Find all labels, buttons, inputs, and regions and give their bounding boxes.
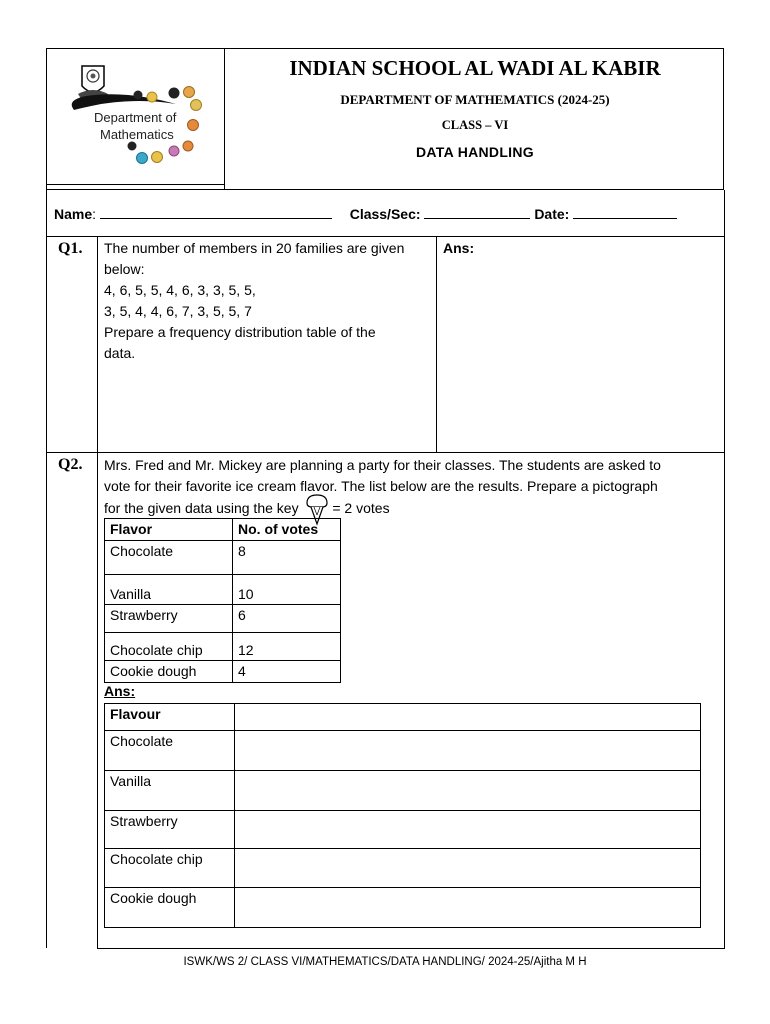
flavor-cell: Vanilla <box>105 575 233 605</box>
pictograph-header-cell[interactable] <box>235 704 701 731</box>
flavor-cell: Strawberry <box>105 605 233 633</box>
q1-line: 4, 6, 5, 5, 4, 6, 3, 3, 5, 5, <box>104 282 256 298</box>
pictograph-cell[interactable] <box>235 888 701 928</box>
q1-line: below: <box>104 261 145 277</box>
q2-top-border <box>46 452 725 453</box>
flavour-header: Flavour <box>105 704 235 731</box>
name-colon: : <box>92 206 97 222</box>
logo-graphic <box>46 48 224 185</box>
q2-line: vote for their favorite ice cream flavor. The list below are the results. Prepare a pictograph <box>104 478 658 494</box>
q2-line <box>104 497 724 519</box>
answer-flavor-cell: Vanilla <box>105 771 235 811</box>
class-title: CLASS – VI <box>441 118 509 132</box>
name-row-right-border <box>724 190 725 236</box>
votes-table <box>104 518 341 683</box>
q1-line: Prepare a frequency distribution table of the <box>104 324 376 340</box>
flavor-header: Flavor <box>105 519 233 541</box>
table-row <box>105 771 701 811</box>
table-row <box>105 541 341 575</box>
table-row <box>105 849 701 888</box>
answer-flavor-cell: Chocolate <box>105 731 235 771</box>
q1-number: Q1. <box>58 240 83 257</box>
header-divider <box>224 48 225 190</box>
topic-title: DATA HANDLING <box>416 144 534 160</box>
q1-top-border <box>46 236 725 237</box>
votes-cell: 12 <box>233 633 341 661</box>
q1-line: data. <box>104 345 136 361</box>
class-sec-field[interactable] <box>424 204 530 219</box>
q1-line: The number of members in 20 families are given <box>104 240 405 256</box>
school-name: INDIAN SCHOOL AL WADI AL KABIR <box>289 56 661 80</box>
flavor-cell: Chocolate <box>105 541 233 575</box>
q2-number: Q2. <box>58 456 83 473</box>
grid-left-border <box>46 236 47 948</box>
name-row-left-border <box>46 190 47 236</box>
q2-key-sentence: for the given data using the key <box>104 500 299 516</box>
q1-answer-label: Ans: <box>443 240 475 256</box>
class-sec-label: Class/Sec: <box>349 206 421 222</box>
department-logo <box>46 48 224 185</box>
pictograph-answer-table <box>104 703 701 928</box>
table-row <box>105 811 701 849</box>
table-row <box>105 605 341 633</box>
q1-answer-area[interactable] <box>438 260 722 450</box>
q2-answer-label: Ans: <box>104 683 136 699</box>
q1-answer-divider <box>436 236 437 452</box>
number-column-divider <box>97 236 98 948</box>
votes-cell: 4 <box>233 661 341 683</box>
department-title: DEPARTMENT OF MATHEMATICS (2024-25) <box>340 92 610 107</box>
pictograph-cell[interactable] <box>235 731 701 771</box>
flavor-cell: Chocolate chip <box>105 633 233 661</box>
answer-flavor-cell: Strawberry <box>105 811 235 849</box>
date-field[interactable] <box>573 204 677 219</box>
q1-line: 3, 5, 4, 4, 6, 7, 3, 5, 5, 7 <box>104 303 252 319</box>
answer-table-header <box>105 704 701 731</box>
table-row <box>105 575 341 605</box>
student-info-row <box>54 204 724 222</box>
votes-cell: 10 <box>233 575 341 605</box>
answer-flavor-cell: Chocolate chip <box>105 849 235 888</box>
flavor-cell: Cookie dough <box>105 661 233 683</box>
table-row <box>105 731 701 771</box>
q1-text <box>104 238 434 364</box>
svg-text:Mathematics: Mathematics <box>100 127 174 142</box>
q2-line: Mrs. Fred and Mr. Mickey are planning a party for their classes. The students are asked to <box>104 457 661 473</box>
table-row <box>105 661 341 683</box>
ice-cream-icon <box>302 497 328 513</box>
q2-key-value: = 2 votes <box>332 500 390 516</box>
svg-text:Department of: Department of <box>94 110 177 125</box>
votes-table-header <box>105 519 341 541</box>
votes-header: No. of votes <box>233 519 341 541</box>
pictograph-cell[interactable] <box>235 811 701 849</box>
grid-bottom-border <box>97 948 725 949</box>
votes-cell: 8 <box>233 541 341 575</box>
table-row <box>105 633 341 661</box>
table-row <box>105 888 701 928</box>
votes-cell: 6 <box>233 605 341 633</box>
pictograph-cell[interactable] <box>235 771 701 811</box>
grid-right-border <box>724 236 725 948</box>
page-footer: ISWK/WS 2/ CLASS VI/MATHEMATICS/DATA HANDLING/ 2024-25/Ajitha M H <box>183 956 587 968</box>
answer-flavor-cell: Cookie dough <box>105 888 235 928</box>
name-label: Name <box>54 206 93 222</box>
pictograph-cell[interactable] <box>235 849 701 888</box>
q2-text <box>104 455 724 519</box>
date-label: Date: <box>534 206 570 222</box>
name-field[interactable] <box>100 204 332 219</box>
